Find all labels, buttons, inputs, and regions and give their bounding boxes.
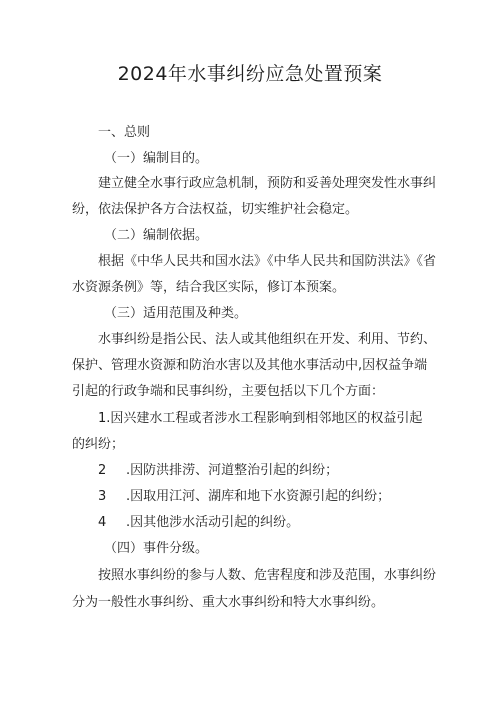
- paragraph-line: 根据《中华人民共和国水法》《中华人民共和国防洪法》《省: [98, 254, 437, 269]
- paragraph-line: 按照水事纠纷的参与人数、危害程度和涉及范围，水事纠纷: [98, 568, 437, 583]
- paragraph-line: 水事纠纷是指公民、法人或其他组织在开发、利用、节约、: [98, 332, 437, 347]
- list-item-text: .因取用江河、湖库和地下水资源引起的纠纷；: [126, 489, 391, 504]
- list-item-continuation: 的纠纷；: [72, 437, 125, 452]
- list-item-number: 2: [98, 463, 107, 478]
- paragraph-line: 保护、管理水资源和防治水害以及其他水事活动中,因权益争端: [72, 358, 428, 373]
- list-item: [98, 514, 299, 532]
- subsection-heading: （二）编制依据。: [104, 228, 209, 243]
- paragraph-line: 纷，依法保护各方合法权益，切实维护社会稳定。: [72, 202, 359, 217]
- list-item-number: 1: [98, 411, 107, 426]
- list-item-number: 3: [98, 489, 107, 504]
- list-item: [98, 488, 390, 506]
- paragraph-line: 水资源条例》等，结合我区实际，修订本预案。: [72, 280, 346, 295]
- list-item-text: .因其他涉水活动引起的纠纷。: [126, 515, 300, 530]
- subsection-heading: （一）编制目的。: [104, 151, 209, 166]
- paragraph-line: 引起的行政争端和民事纠纷，主要包括以下几个方面：: [72, 384, 385, 399]
- list-item: [98, 410, 422, 428]
- paragraph-line: 建立健全水事行政应急机制，预防和妥善处理突发性水事纠: [98, 176, 437, 191]
- subsection-heading: （三）适用范围及种类。: [104, 306, 248, 321]
- list-item: [98, 462, 338, 480]
- list-item-text: .因兴建水工程或者涉水工程影响到相邻地区的权益引起: [106, 411, 423, 426]
- section-heading: 一、总则: [98, 125, 151, 140]
- paragraph-line: 分为一般性水事纠纷、重大水事纠纷和特大水事纠纷。: [72, 595, 385, 610]
- list-item-number: 4: [98, 515, 107, 530]
- list-item-text: .因防洪排涝、河道整治引起的纠纷；: [126, 463, 339, 478]
- subsection-heading: （四）事件分级。: [104, 541, 209, 556]
- document-title: 2024年水事纠纷应急处置预案: [117, 63, 383, 85]
